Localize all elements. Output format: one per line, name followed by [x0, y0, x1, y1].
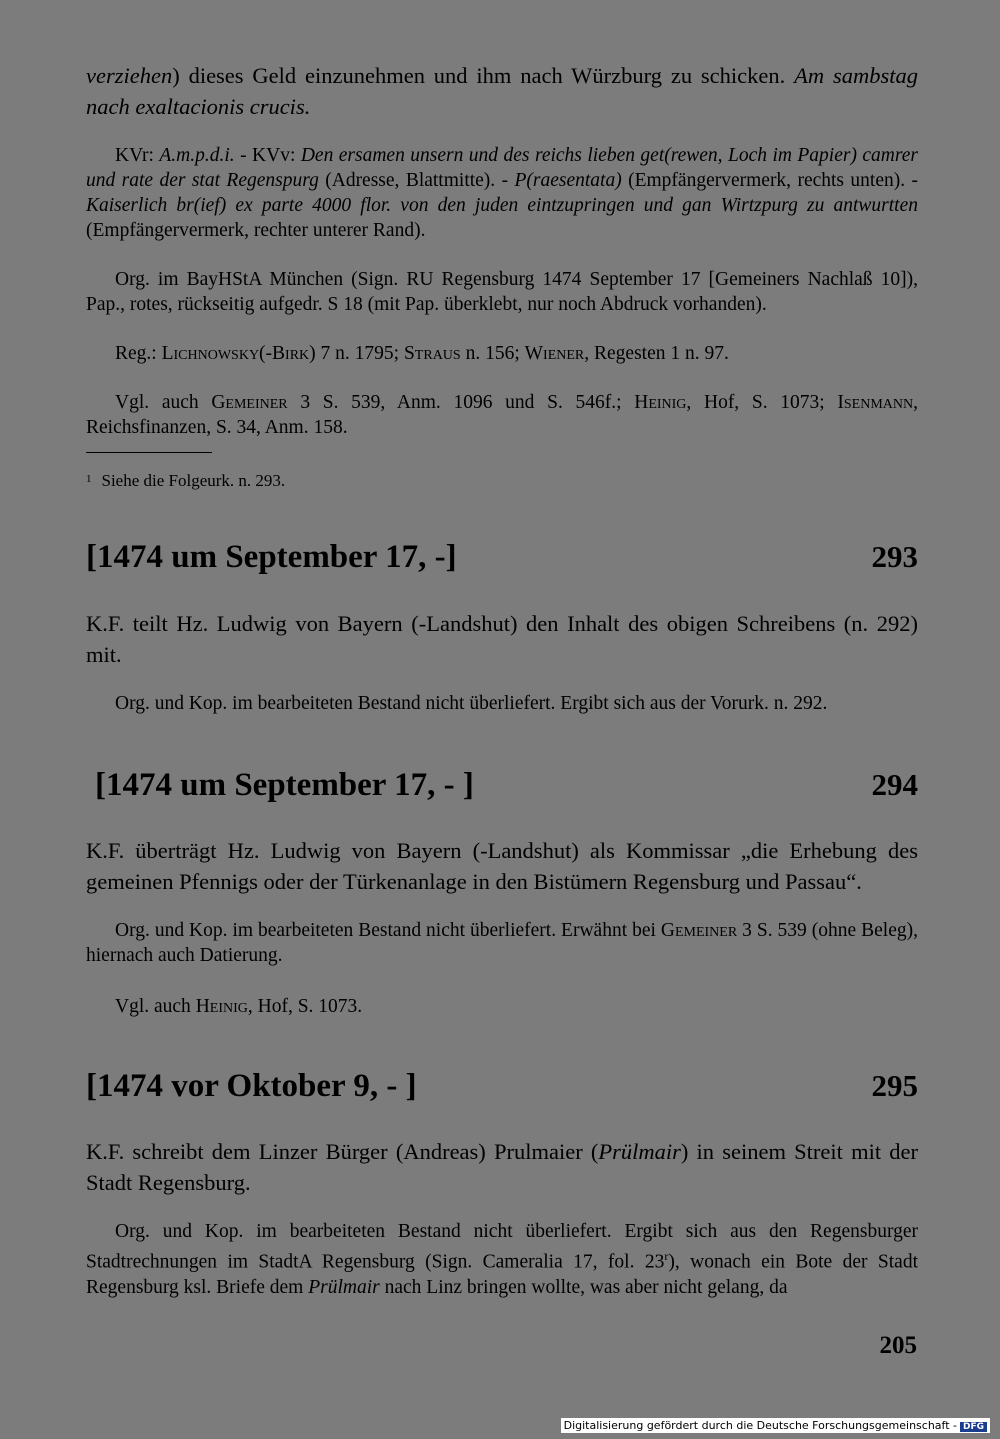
page-number: 205	[879, 1332, 917, 1359]
footnote: $^1$ Siehe die Folgeurk. n. 293.	[86, 471, 286, 490]
entry-heading-293	[86, 537, 918, 577]
entry-date: [1474 vor Oktober 9, - ]	[86, 1068, 417, 1104]
vgl-note-292: Vgl. auch Gemeiner 3 S. 539, Anm. 1096 und S. 546f.; Heinig, Hof, S. 1073; Isenmann, Reichsfinanzen, S. 34, Anm. 158.	[86, 392, 919, 438]
kv-note: KVr: A.m.p.d.i. - KVv: Den ersamen unsern und des reichs lieben get(rewen, Loch im Papier) camrer und rate der stat Regenspurg (Adresse, Blattmitte). - P(raesentata) (Empfängervermerk, rechts unten). - Kaiserlich br(ief) ex parte 4000 flor. von den juden eintzupringen und gan Wirtzpurg zu antwurtten (Empfängervermerk, rechter unterer Rand).	[86, 145, 919, 241]
entry-text-294: K.F. überträgt Hz. Ludwig von Bayern (-Landshut) als Kommissar „die Erhebung des gemeinen Pfennigs oder der Türkenanlage in den Bistümern Regensburg und Passau“.	[86, 838, 918, 894]
entry-note-294: Org. und Kop. im bearbeiteten Bestand nicht überliefert. Erwähnt bei Gemeiner 3 S. 539 (ohne Beleg), hiernach auch Datierung.	[86, 920, 918, 966]
entry-text-295: K.F. schreibt dem Linzer Bürger (Andreas) Prulmaier (Prülmair) in seinem Streit mit der Stadt Regensburg.	[86, 1139, 918, 1195]
footnote-rule	[86, 452, 212, 453]
entry-note-293: Org. und Kop. im bearbeiteten Bestand nicht überliefert. Ergibt sich aus der Vorurk. n. 292.	[115, 693, 828, 714]
entry-note-295: Org. und Kop. im bearbeiteten Bestand nicht überliefert. Ergibt sich aus den Regensburger Stadtrechnungen im StadtA Regensburg (Sign. Cameralia 17, fol. 23$^r$), wonach ein Bote der Stadt Regensburg ksl. Briefe dem Prülmair nach Linz bringen wollte, was aber nicht gelang, da	[86, 1221, 918, 1298]
entry-number: 295	[871, 1068, 918, 1103]
entry-date: [1474 um September 17, -]	[86, 539, 457, 575]
entry-number: 293	[871, 539, 918, 574]
dfg-footer: Digitalisierung gefördert durch die Deutsche Forschungsgemeinschaft - DFG	[561, 1418, 990, 1433]
regest-note-292: Reg.: Lichnowsky(-Birk) 7 n. 1795; Straus n. 156; Wiener, Regesten 1 n. 97.	[115, 343, 729, 364]
paragraph-continuation: verziehen) dieses Geld einzunehmen und ihm nach Würzburg zu schicken. Am sambstag nach exaltacionis crucis.	[86, 63, 918, 119]
entry-vgl-294: Vgl. auch Heinig, Hof, S. 1073.	[115, 996, 363, 1017]
dfg-logo: DFG	[960, 1422, 987, 1432]
entry-heading-295	[86, 1066, 918, 1106]
entry-date: [1474 um September 17, - ]	[95, 767, 474, 803]
entry-text-293: K.F. teilt Hz. Ludwig von Bayern (-Landshut) den Inhalt des obigen Schreibens (n. 292) mit.	[86, 611, 918, 667]
entry-heading-294	[95, 765, 918, 805]
entry-number: 294	[871, 767, 918, 802]
original-note-292: Org. im BayHStA München (Sign. RU Regensburg 1474 September 17 [Gemeiners Nachlaß 10]), Pap., rotes, rückseitig aufgedr. S 18 (mit Pap. überklebt, nur noch Abdruck vorhanden).	[86, 269, 918, 315]
